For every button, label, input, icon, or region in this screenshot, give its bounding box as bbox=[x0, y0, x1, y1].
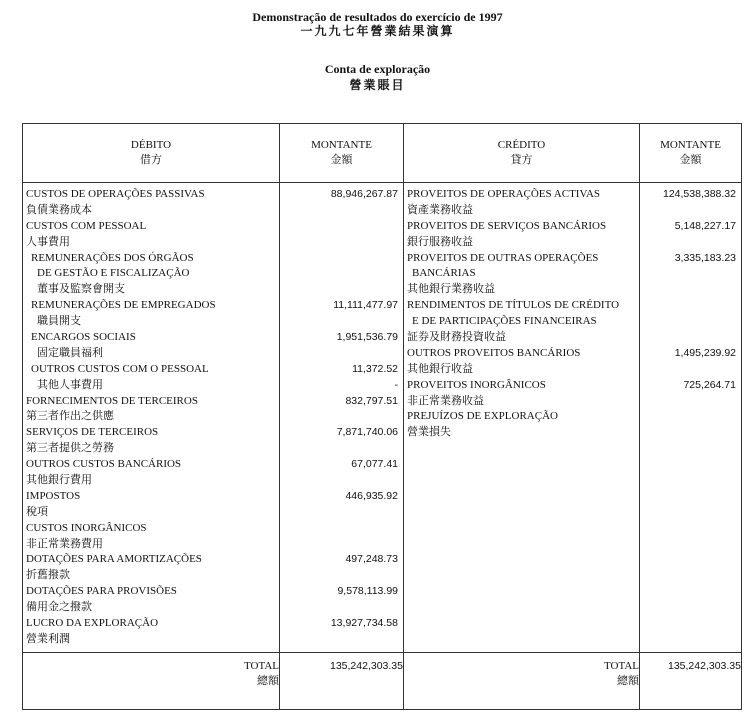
debit-item-amount bbox=[280, 632, 403, 648]
credit-item-label: 証券及財務投資收益 bbox=[407, 331, 506, 344]
credit-item-label: 其他銀行收益 bbox=[407, 362, 473, 375]
debit-item-label: OUTROS CUSTOS BANCÁRIOS bbox=[26, 458, 182, 471]
credit-item-amount bbox=[640, 362, 741, 378]
debit-item-amount: 446,935.92 bbox=[345, 489, 398, 502]
debit-item-amount: 11,111,477.97 bbox=[333, 299, 398, 312]
credit-item-amount bbox=[640, 266, 741, 282]
credit-descriptions bbox=[404, 183, 640, 653]
debit-item-amount bbox=[280, 282, 403, 298]
debit-item-label: REMUNERAÇÕES DE EMPREGADOS bbox=[31, 299, 216, 312]
report-title-pt: Demonstração de resultados do exercício de 1997 bbox=[252, 10, 503, 24]
credit-item-amount bbox=[640, 203, 741, 219]
credit-item-label: E DE PARTICIPAÇÕES FINANCEIRAS bbox=[412, 315, 597, 328]
debit-item-amount bbox=[280, 203, 403, 219]
debit-item-label: DE GESTÃO E FISCALIZAÇÃO bbox=[37, 267, 190, 280]
credit-item-amount bbox=[640, 394, 741, 410]
debit-item-amount bbox=[280, 219, 403, 235]
debit-item-amount bbox=[280, 537, 403, 553]
debit-item-label: 固定職員福利 bbox=[37, 346, 103, 359]
debit-item-amount bbox=[280, 251, 403, 267]
debit-item-amount bbox=[280, 600, 403, 616]
debit-item-amount: 7,871,740.06 bbox=[336, 426, 398, 439]
credit-header-zh: 貸方 bbox=[510, 154, 533, 166]
debit-item-label: 其他人事費用 bbox=[37, 378, 103, 391]
credit-item-amount: 5,148,227.17 bbox=[674, 219, 736, 232]
credit-item-amount: 3,335,183.23 bbox=[674, 251, 736, 264]
credit-total-label-zh: 總額 bbox=[617, 675, 639, 687]
debit-item-label: 職員開支 bbox=[37, 315, 81, 328]
operating-account-table bbox=[22, 123, 742, 710]
debit-item-label: IMPOSTOS bbox=[26, 489, 81, 502]
debit-item-label: CUSTOS DE OPERAÇÕES PASSIVAS bbox=[26, 188, 205, 200]
credit-item-amount bbox=[640, 298, 741, 314]
debit-item-label: CUSTOS COM PESSOAL bbox=[26, 219, 147, 232]
debit-item-label: LUCRO DA EXPLORAÇÃO bbox=[26, 617, 159, 630]
debit-item-amount bbox=[280, 235, 403, 251]
debit-item-label: FORNECIMENTOS DE TERCEIROS bbox=[26, 394, 198, 407]
debit-amounts bbox=[280, 183, 404, 653]
debit-item-label: 備用金之撥款 bbox=[26, 601, 92, 614]
credit-item-label: PROVEITOS DE OUTRAS OPERAÇÕES bbox=[407, 251, 599, 264]
debit-item-label: SERVIÇOS DE TERCEIROS bbox=[26, 426, 159, 439]
credit-item-label: PROVEITOS INORGÂNICOS bbox=[407, 378, 546, 391]
debit-item-label: DOTAÇÕES PARA PROVISÕES bbox=[26, 585, 177, 598]
credit-item-label: RENDIMENTOS DE TÍTULOS DE CRÉDITO bbox=[407, 299, 620, 312]
debit-item-label: 營業利潤 bbox=[26, 632, 70, 645]
debit-amount-header-pt: MONTANTE bbox=[311, 139, 372, 151]
credit-item-amount bbox=[640, 330, 741, 346]
debit-item-amount bbox=[280, 266, 403, 282]
debit-item-amount: 67,077.41 bbox=[351, 458, 398, 471]
debit-descriptions bbox=[23, 183, 280, 653]
credit-item-label: 銀行服務收益 bbox=[407, 235, 473, 248]
report-subtitle-pt: Conta de exploração bbox=[324, 62, 431, 76]
debit-item-label: 折舊撥款 bbox=[26, 569, 70, 582]
credit-header-pt: CRÉDITO bbox=[497, 139, 546, 151]
credit-item-label: 非正常業務收益 bbox=[407, 394, 484, 407]
debit-item-amount bbox=[280, 521, 403, 537]
credit-amount-header bbox=[640, 124, 742, 183]
debit-total-value: 135,242,303.35 bbox=[280, 653, 404, 710]
debit-item-label: 第三者提供之勞務 bbox=[26, 442, 114, 455]
table-header-row bbox=[23, 124, 742, 183]
debit-item-amount: - bbox=[394, 378, 398, 391]
credit-item-label: 其他銀行業務收益 bbox=[407, 283, 495, 296]
credit-item-amount: 124,538,388.32 bbox=[663, 188, 736, 200]
credit-total-label bbox=[404, 653, 640, 710]
debit-item-amount bbox=[280, 568, 403, 584]
credit-item-amount bbox=[640, 425, 741, 441]
table-body-row bbox=[23, 183, 742, 653]
credit-item-amount bbox=[640, 409, 741, 425]
credit-item-label: 營業損失 bbox=[407, 426, 451, 439]
debit-item-label: 董事及監察會開支 bbox=[37, 283, 125, 296]
debit-item-label: REMUNERAÇÕES DOS ÓRGÃOS bbox=[31, 251, 194, 264]
credit-item-amount: 1,495,239.92 bbox=[674, 346, 736, 359]
debit-item-amount bbox=[280, 409, 403, 425]
debit-item-amount: 9,578,113.99 bbox=[337, 585, 398, 598]
credit-item-label: PROVEITOS DE SERVIÇOS BANCÁRIOS bbox=[407, 219, 607, 232]
debit-item-amount: 832,797.51 bbox=[345, 394, 398, 407]
debit-item-label: 非正常業務費用 bbox=[26, 537, 103, 550]
credit-item-amount bbox=[640, 282, 741, 298]
debit-header-pt: DÉBITO bbox=[130, 139, 172, 151]
debit-item-amount: 88,946,267.87 bbox=[330, 188, 398, 200]
debit-total-label-zh: 總額 bbox=[257, 675, 279, 687]
credit-item-label: OUTROS PROVEITOS BANCÁRIOS bbox=[407, 346, 581, 359]
credit-header bbox=[404, 124, 640, 183]
credit-total-label-pt: TOTAL bbox=[604, 660, 639, 672]
debit-item-label: 其他銀行費用 bbox=[26, 474, 92, 487]
debit-amount-header bbox=[280, 124, 404, 183]
report-title-zh: 一九九七年營業結果演算 bbox=[300, 24, 455, 38]
credit-amount-header-zh: 金額 bbox=[679, 154, 702, 166]
debit-item-amount bbox=[280, 473, 403, 489]
credit-item-label: BANCÁRIAS bbox=[412, 267, 476, 280]
debit-item-amount: 1,951,536.79 bbox=[336, 331, 398, 344]
credit-item-label: PROVEITOS DE OPERAÇÕES ACTIVAS bbox=[407, 188, 601, 200]
credit-amounts bbox=[640, 183, 742, 653]
debit-item-amount bbox=[280, 346, 403, 362]
debit-item-label: CUSTOS INORGÂNICOS bbox=[26, 521, 147, 534]
credit-item-label: 資產業務收益 bbox=[407, 203, 473, 216]
debit-total-label-pt: TOTAL bbox=[244, 660, 279, 672]
debit-item-amount: 497,248.73 bbox=[345, 553, 398, 566]
debit-item-amount bbox=[280, 441, 403, 457]
debit-amount-header-zh: 金額 bbox=[330, 154, 353, 166]
debit-item-amount: 13,927,734.58 bbox=[330, 617, 398, 630]
credit-item-amount bbox=[640, 235, 741, 251]
debit-total-label bbox=[23, 653, 280, 710]
credit-total-value: 135,242,303.35 bbox=[640, 653, 742, 710]
table-total-row bbox=[23, 653, 742, 710]
debit-item-label: 第三者作出之供應 bbox=[26, 410, 114, 423]
debit-item-amount bbox=[280, 505, 403, 521]
credit-item-amount: 725,264.71 bbox=[683, 378, 736, 391]
debit-item-label: DOTAÇÕES PARA AMORTIZAÇÕES bbox=[26, 553, 202, 566]
credit-item-label: PREJUÍZOS DE EXPLORAÇÃO bbox=[407, 410, 558, 423]
credit-item-amount bbox=[640, 314, 741, 330]
debit-item-label: 稅項 bbox=[26, 505, 48, 518]
debit-item-amount bbox=[280, 314, 403, 330]
debit-item-amount: 11,372.52 bbox=[352, 362, 398, 375]
debit-header-zh: 借方 bbox=[140, 154, 162, 166]
debit-item-label: ENCARGOS SOCIAIS bbox=[31, 331, 136, 344]
report-subtitle-zh: 營業賬目 bbox=[349, 78, 406, 92]
debit-item-label: 負債業務成本 bbox=[26, 203, 92, 216]
credit-amount-header-pt: MONTANTE bbox=[660, 139, 721, 151]
debit-item-label: 人事費用 bbox=[26, 235, 70, 248]
debit-header bbox=[23, 124, 280, 183]
debit-item-label: OUTROS CUSTOS COM O PESSOAL bbox=[31, 362, 209, 375]
